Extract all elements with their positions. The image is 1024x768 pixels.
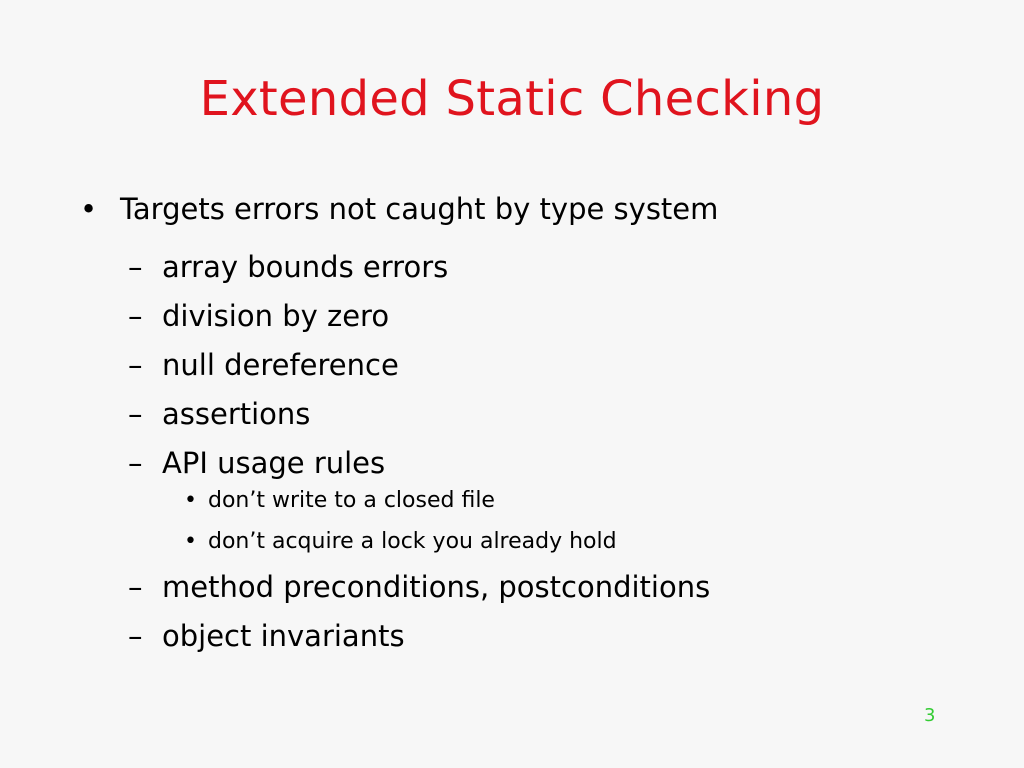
sub-item-text: object invariants — [162, 619, 405, 653]
sub-item-division-by-zero — [128, 298, 710, 347]
dash-marker: – — [128, 250, 143, 284]
sub-sub-item-text: don’t write to a closed file — [208, 488, 495, 513]
bullet-item — [80, 192, 718, 226]
page-number: 3 — [924, 705, 936, 726]
sub-sub-list — [184, 487, 710, 569]
sub-item-text: API usage rules — [162, 446, 386, 480]
sub-sub-item-text: don’t acquire a lock you already hold — [208, 529, 617, 554]
sub-item-object-invariants — [128, 618, 710, 667]
dash-marker: – — [128, 619, 143, 653]
bullet-text: Targets errors not caught by type system — [120, 192, 719, 226]
dash-marker: – — [128, 299, 143, 333]
sub-item-assertions — [128, 396, 710, 445]
dot-marker: • — [184, 529, 197, 554]
sub-item-text: method preconditions, postconditions — [162, 570, 711, 604]
dash-marker: – — [128, 397, 143, 431]
sub-item-text: division by zero — [162, 299, 390, 333]
dash-marker: – — [128, 446, 143, 480]
sub-sub-list-container — [128, 487, 710, 569]
dot-marker: • — [184, 488, 197, 513]
sub-list — [128, 249, 710, 667]
sub-item-array-bounds — [128, 249, 710, 298]
dash-marker: – — [128, 348, 143, 382]
sub-item-method-conditions — [128, 569, 710, 618]
sub-item-text: null dereference — [162, 348, 399, 382]
sub-sub-item-lock — [184, 528, 710, 569]
sub-item-null-dereference — [128, 347, 710, 396]
bullet-marker: • — [80, 192, 98, 226]
dash-marker: – — [128, 570, 143, 604]
sub-item-text: assertions — [162, 397, 311, 431]
slide-title: Extended Static Checking — [199, 71, 825, 127]
sub-item-api-usage-rules — [128, 445, 710, 487]
sub-sub-item-closed-file — [184, 487, 710, 528]
sub-item-text: array bounds errors — [162, 250, 449, 284]
